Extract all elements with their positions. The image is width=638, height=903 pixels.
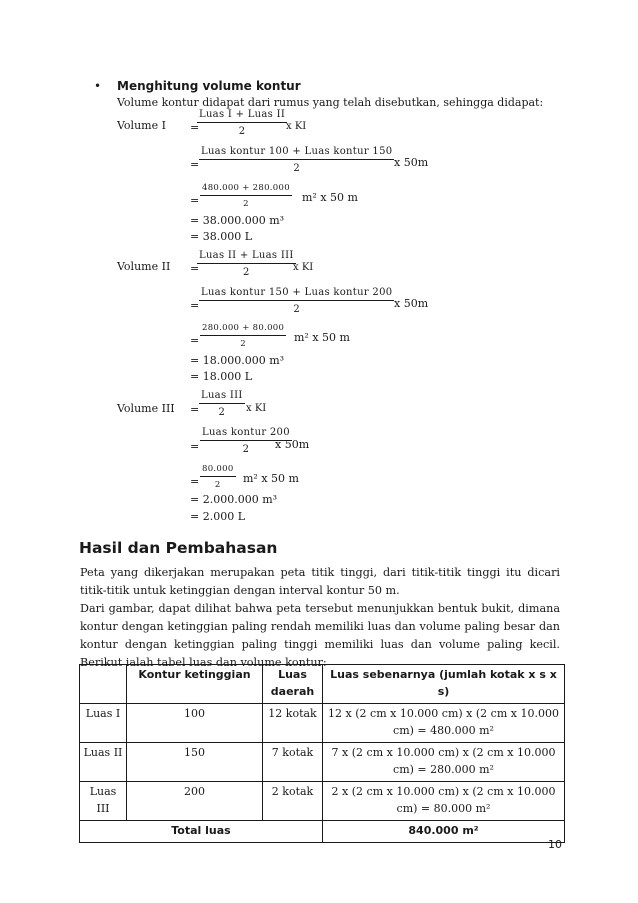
table-cell: 100 (127, 704, 263, 743)
table-row (80, 743, 565, 782)
volume-i-eq-2: = (190, 158, 200, 171)
volume-i-result-liters: = 38.000 L (190, 230, 253, 243)
volume-ii-fraction-1-suffix: x KI (293, 262, 314, 273)
volume-ii-fraction-3-numerator: 280.000 + 80.000 (200, 323, 286, 336)
bullet-point: • (94, 79, 102, 93)
total-label: Total luas (80, 821, 323, 843)
volume-iii-label: Volume III (117, 402, 175, 415)
volume-iii-fraction-2-suffix: x 50m (275, 438, 310, 451)
volume-ii-result-liters: = 18.000 L (190, 370, 253, 383)
volume-i-fraction-2-suffix: x 50m (394, 156, 429, 169)
table-cell: 12 kotak (263, 704, 323, 743)
table-cell: 12 x (2 cm x 10.000 cm) x (2 cm x 10.000 cm) = 480.000 m² (323, 704, 565, 743)
table-header-cell: Luas daerah (263, 665, 323, 704)
volume-ii-fraction-1 (197, 250, 296, 278)
volume-i-eq-1: = (190, 121, 200, 134)
page-number: 10 (548, 838, 562, 851)
volume-iii-fraction-1-suffix: x KI (246, 403, 267, 414)
paragraph-intro: Peta yang dikerjakan merupakan peta titik tinggi, dari titik-titik tinggi itu dicari titik-titik untuk ketinggian dengan interval kontur 50 m. (80, 566, 560, 597)
volume-iii-fraction-1-denominator: 2 (218, 407, 226, 418)
volume-ii-fraction-2-denominator: 2 (293, 304, 301, 315)
volume-ii-fraction-3-denominator: 2 (240, 339, 246, 349)
volume-iii-result-m3: = 2.000.000 m³ (190, 493, 278, 506)
volume-iii-fraction-3-denominator: 2 (214, 480, 221, 490)
table-header-row (80, 665, 565, 704)
volume-i-fraction-3 (200, 183, 292, 209)
table-row (80, 782, 565, 821)
paragraph-discussion: Dari gambar, dapat dilihat bahwa peta tersebut menunjukkan bentuk bukit, dimana kontur dengan ketinggian paling rendah memiliki luas dan volume paling besar dan kontur dengan ketinggian paling tinggi memiliki luas dan volume paling kecil. Berikut ialah tabel luas dan volume kontur: (80, 602, 560, 669)
table-cell: 2 x (2 cm x 10.000 cm) x (2 cm x 10.000 cm) = 80.000 m² (323, 782, 565, 821)
volume-i-fraction-3-suffix: m² x 50 m (302, 191, 358, 204)
volume-ii-fraction-2 (199, 287, 394, 315)
volume-i-result-m3: = 38.000.000 m³ (190, 214, 285, 227)
volume-iii-fraction-2-numerator: Luas kontur 200 (200, 427, 292, 441)
section-title: Hasil dan Pembahasan (79, 539, 278, 557)
volume-ii-eq-3: = (190, 334, 200, 347)
volume-i-fraction-2 (199, 146, 394, 174)
volume-i-fraction-3-denominator: 2 (243, 199, 249, 209)
volume-i-fraction-2-denominator: 2 (293, 163, 301, 174)
volume-ii-fraction-3-suffix: m² x 50 m (294, 331, 350, 344)
volume-intro-text: Volume kontur didapat dari rumus yang telah disebutkan, sehingga didapat: (117, 96, 544, 109)
table-header-cell (80, 665, 127, 704)
subsection-title: Menghitung volume kontur (117, 79, 301, 93)
table-cell: Luas II (80, 743, 127, 782)
volume-iii-eq-3: = (190, 475, 200, 488)
volume-i-fraction-2-numerator: Luas kontur 100 + Luas kontur 150 (199, 146, 394, 160)
volume-iii-eq-2: = (190, 440, 200, 453)
volume-i-label: Volume I (117, 119, 166, 132)
volume-iii-fraction-3 (200, 464, 236, 490)
table-cell: 7 x (2 cm x 10.000 cm) x (2 cm x 10.000 cm) = 280.000 m² (323, 743, 565, 782)
volume-iii-fraction-3-numerator: 80.000 (200, 464, 236, 477)
volume-iii-fraction-1-numerator: Luas III (199, 390, 245, 404)
table-cell: 200 (127, 782, 263, 821)
total-value: 840.000 m² (323, 821, 565, 843)
volume-i-fraction-1 (197, 109, 287, 137)
volume-ii-fraction-3 (200, 323, 286, 349)
volume-ii-fraction-1-numerator: Luas II + Luas III (197, 250, 296, 264)
volume-ii-fraction-2-numerator: Luas kontur 150 + Luas kontur 200 (199, 287, 394, 301)
volume-iii-eq-1: = (190, 403, 200, 416)
volume-iii-fraction-2-denominator: 2 (242, 444, 250, 455)
volume-iii-fraction-1 (199, 390, 245, 418)
table-header-cell: Kontur ketinggian (127, 665, 263, 704)
volume-iii-fraction-3-suffix: m² x 50 m (243, 472, 299, 485)
volume-i-fraction-1-numerator: Luas I + Luas II (197, 109, 287, 123)
volume-ii-eq-2: = (190, 299, 200, 312)
table-cell: 150 (127, 743, 263, 782)
table-cell: 7 kotak (263, 743, 323, 782)
table-cell: Luas III (80, 782, 127, 821)
volume-ii-result-m3: = 18.000.000 m³ (190, 354, 285, 367)
volume-iii-result-liters: = 2.000 L (190, 510, 246, 523)
table-row (80, 704, 565, 743)
contour-area-table (79, 664, 565, 843)
volume-ii-eq-1: = (190, 262, 200, 275)
table-cell: Luas I (80, 704, 127, 743)
table-cell: 2 kotak (263, 782, 323, 821)
volume-i-fraction-1-denominator: 2 (238, 126, 246, 137)
table-total-row (80, 821, 565, 843)
volume-ii-fraction-1-denominator: 2 (242, 267, 250, 278)
volume-i-fraction-3-numerator: 480.000 + 280.000 (200, 183, 292, 196)
volume-ii-fraction-2-suffix: x 50m (394, 297, 429, 310)
volume-i-fraction-1-suffix: x KI (286, 121, 307, 132)
volume-ii-label: Volume II (117, 260, 171, 273)
volume-i-eq-3: = (190, 194, 200, 207)
table-header-cell: Luas sebenarnya (jumlah kotak x s x s) (323, 665, 565, 704)
